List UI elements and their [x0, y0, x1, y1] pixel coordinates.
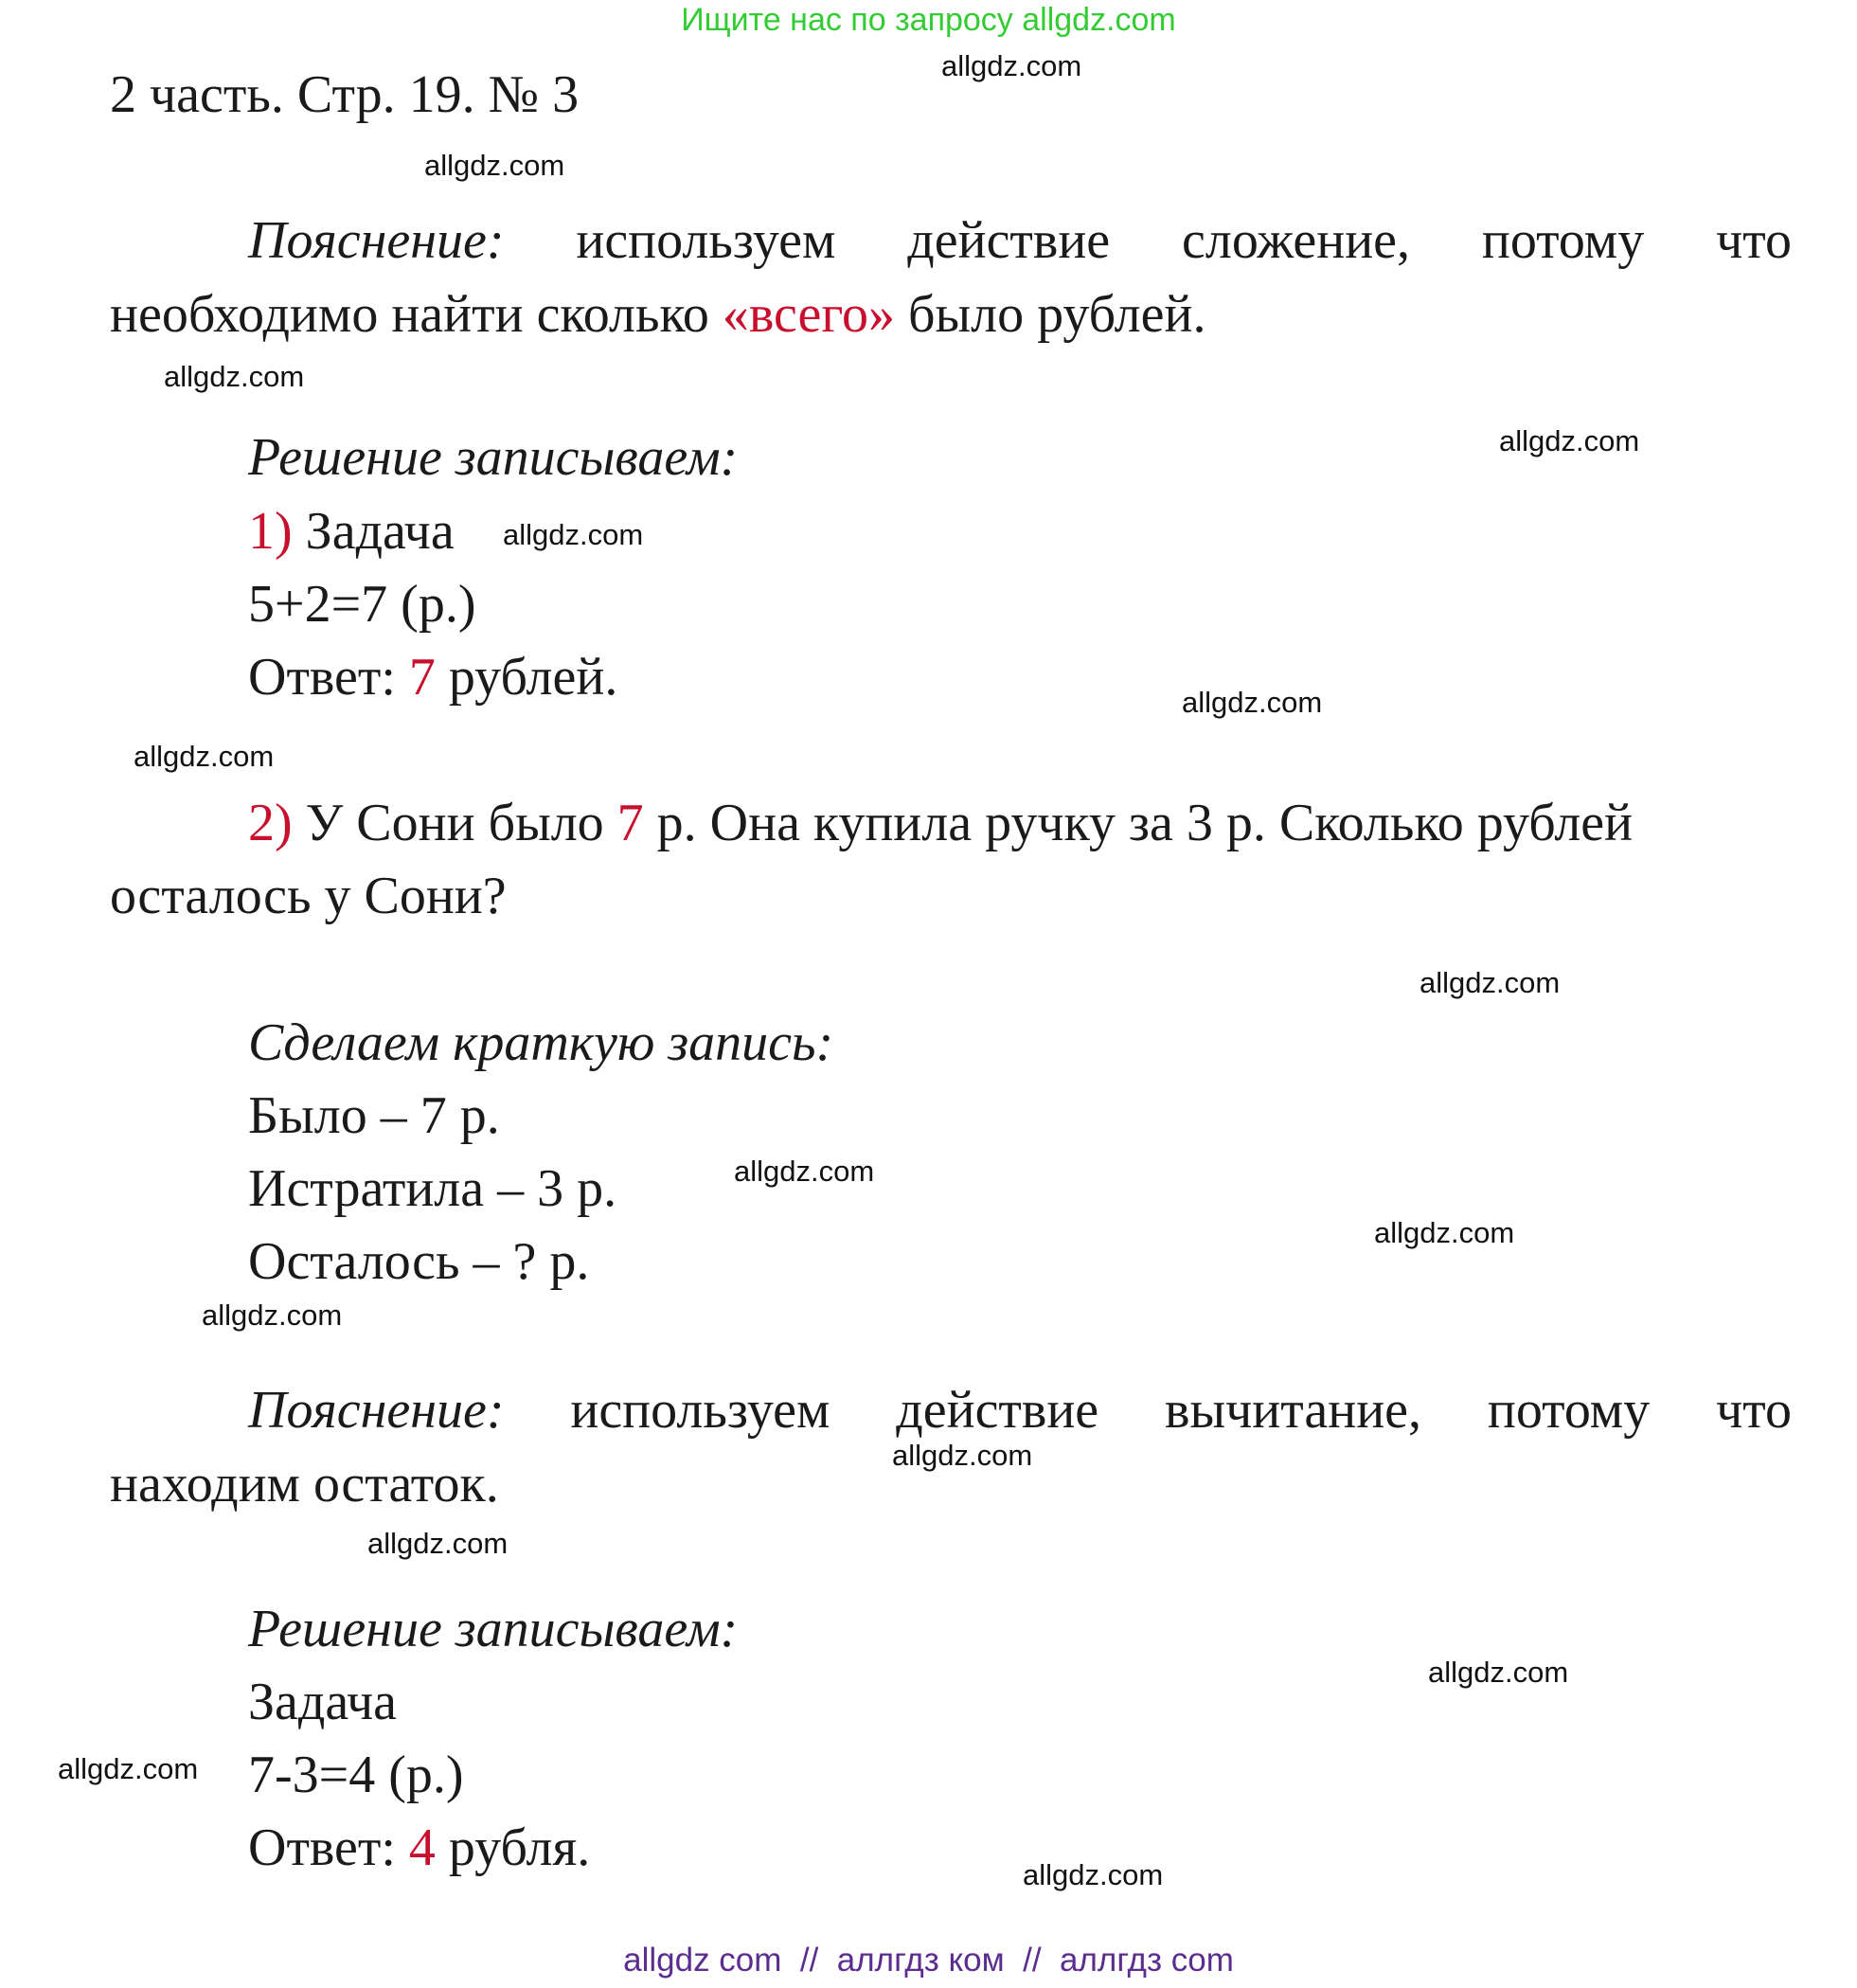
answer-label: Ответ:: [248, 1818, 409, 1877]
task-number: 1): [248, 502, 293, 561]
watermark: allgdz.com: [202, 1298, 343, 1332]
problem-2-line-2: осталось у Сони?: [110, 867, 507, 925]
search-banner: Ищите нас по запросу allgdz.com: [681, 2, 1176, 38]
task-2-word: Задача: [248, 1673, 398, 1731]
footer-links: allgdz com // аллгдз ком // аллгдз com: [623, 1942, 1234, 1979]
explanation-label: Пояснение:: [248, 211, 505, 270]
text: У Сони было: [305, 794, 617, 852]
equation-2: 7-3=4 (р.): [248, 1746, 464, 1804]
solution-label-1: Решение записываем:: [248, 428, 739, 487]
problem-value: 7: [616, 794, 644, 852]
answer-value: 7: [408, 648, 436, 707]
task-number: 2): [248, 794, 293, 852]
watermark: allgdz.com: [1420, 966, 1561, 999]
watermark: allgdz.com: [1499, 424, 1640, 457]
watermark: allgdz.com: [1182, 686, 1323, 719]
word: что: [1716, 211, 1792, 270]
word: что: [1716, 1381, 1792, 1440]
highlight-vsego: «всего»: [722, 285, 895, 344]
watermark: allgdz.com: [892, 1439, 1033, 1472]
answer-label: Ответ:: [248, 648, 409, 707]
watermark: allgdz.com: [164, 360, 305, 393]
short-row-left: Осталось – ? р.: [248, 1232, 590, 1291]
word: действие: [907, 211, 1111, 270]
watermark: allgdz.com: [1428, 1656, 1569, 1689]
watermark: allgdz.com: [941, 49, 1082, 82]
answer-value: 4: [408, 1818, 436, 1877]
watermark: allgdz.com: [503, 518, 644, 551]
short-row-had: Было – 7 р.: [248, 1086, 500, 1145]
word: потому: [1487, 1381, 1651, 1440]
equation-1: 5+2=7 (р.): [248, 575, 476, 634]
answer-unit: рублей.: [435, 648, 618, 707]
explanation-1-line-2: [110, 285, 1206, 344]
word: действие: [896, 1381, 1099, 1440]
answer-unit: рубля.: [435, 1818, 591, 1877]
task-1-heading: [248, 502, 455, 561]
explanation-label: Пояснение:: [248, 1381, 505, 1440]
word: используем: [570, 1381, 830, 1440]
word: потому: [1481, 211, 1645, 270]
solution-label-2: Решение записываем:: [248, 1600, 739, 1658]
text: р. Она купила ручку за 3 р. Сколько рублей: [643, 794, 1634, 852]
explanation-1-line-1: [110, 211, 1792, 270]
short-notation-label: Сделаем краткую запись:: [248, 1013, 834, 1072]
text: необходимо найти сколько: [110, 285, 723, 344]
watermark: allgdz.com: [1023, 1858, 1164, 1891]
problem-2-line-1: [248, 794, 1634, 852]
answer-1: [248, 648, 618, 707]
watermark: allgdz.com: [367, 1527, 509, 1560]
page-title: 2 часть. Стр. 19. № 3: [110, 65, 580, 124]
watermark: allgdz.com: [134, 740, 275, 773]
watermark: allgdz.com: [1374, 1216, 1515, 1249]
watermark: allgdz.com: [424, 149, 565, 182]
explanation-2-line-2: находим остаток.: [110, 1455, 499, 1513]
answer-2: [248, 1818, 591, 1877]
watermark: allgdz.com: [734, 1155, 875, 1188]
task-word: Задача: [305, 502, 455, 561]
word: сложение,: [1182, 211, 1411, 270]
word: используем: [576, 211, 836, 270]
explanation-2-line-1: [110, 1381, 1792, 1440]
word: вычитание,: [1165, 1381, 1422, 1440]
text: было рублей.: [895, 285, 1206, 344]
short-row-spent: Истратила – 3 р.: [248, 1159, 617, 1218]
watermark: allgdz.com: [58, 1752, 199, 1785]
